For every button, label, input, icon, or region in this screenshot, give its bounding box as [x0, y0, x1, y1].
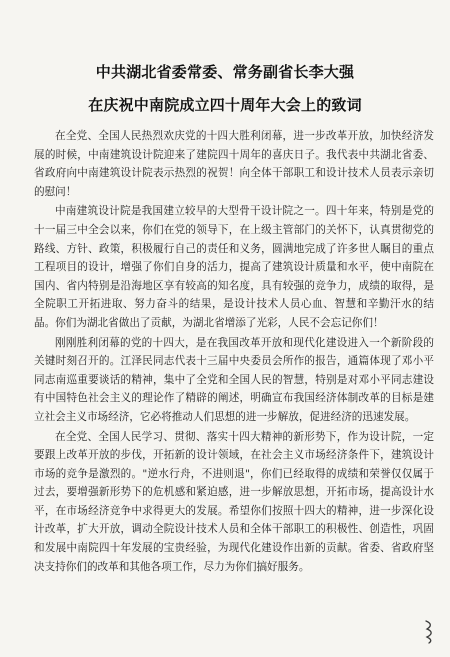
paragraph-2: 中南建筑设计院是我国建立较早的大型骨干设计院之一。四十年来，特别是党的十一届三中全会以来，你们在党的领导下，在上级主管部门的关怀下，认真贯彻党的路线、方针、政策，积极履行自己的责任和义务，圆满地完成了许多世人瞩目的重点工程项目的设计，增强了你们自身的活力，提高了建筑设计质量和水平，使中南院在国内、省内特别是沿海地区享有较高的知名度，具有较强的竞争力，成绩的取得，是全院职工开拓进取、努力奋斗的结果，是设计技术人员心血、智慧和辛勤汗水的结晶。你们为湖北省做出了贡献，为湖北省增添了光彩，人民不会忘记你们！	[34, 205, 434, 329]
handwritten-mark	[423, 618, 437, 644]
title-line-1: 中共湖北省委常委、常务副省长李大强	[95, 63, 355, 81]
document-title	[0, 56, 450, 122]
paragraph-4: 在全党、全国人民学习、贯彻、落实十四大精神的新形势下，作为设计院，一定要跟上改革开放的步伐，开拓新的设计领域，在社会主义市场经济条件下，建筑设计市场的竞争是激烈的。"逆水行舟，不进则退"，你们已经取得的成绩和荣誉仅仅属于过去，要增强新形势下的危机感和紧迫感，进一步解放思想，开拓市场，提高设计水平，在市场经济竞争中求得更大的发展。希望你们按照十四大的精神，进一步深化设计改革，扩大开放，调动全院设计技术人员和全体干部职工的积极性、创造性，巩固和发展中南院四十年发展的宝贵经验，为现代化建设作出新的贡献。省委、省政府坚决支持你们的改革和其他各项工作，尽力为你们搞好服务。	[34, 430, 434, 573]
title-line-2: 在庆祝中南院成立四十周年大会上的致词	[88, 96, 362, 114]
paragraph-3: 刚刚胜利闭幕的党的十四大，是在我国改革开放和现代化建设进入一个新阶段的关键时刻召开的。江泽民同志代表十三届中央委员会所作的报告，通篇体现了邓小平同志南巡重要谈话的精神，集中了全党和全国人民的智慧，特别是对邓小平同志建设有中国特色社会主义的理论作了精辟的阐述，明确宣布我国经济体制改革的目标是建立社会主义市场经济，它必将推动人们思想的进一步解放，促进经济的迅速发展。	[34, 336, 434, 423]
document-body	[34, 127, 434, 576]
paragraph-1: 在全党、全国人民热烈欢庆党的十四大胜利闭幕，进一步改革开放，加快经济发展的时候，中南建筑设计院迎来了建院四十周年的喜庆日子。我代表中共湖北省委、省政府向中南建筑设计院表示热烈的祝贺！向全体干部职工和设计技术人员表示亲切的慰问！	[34, 130, 434, 198]
